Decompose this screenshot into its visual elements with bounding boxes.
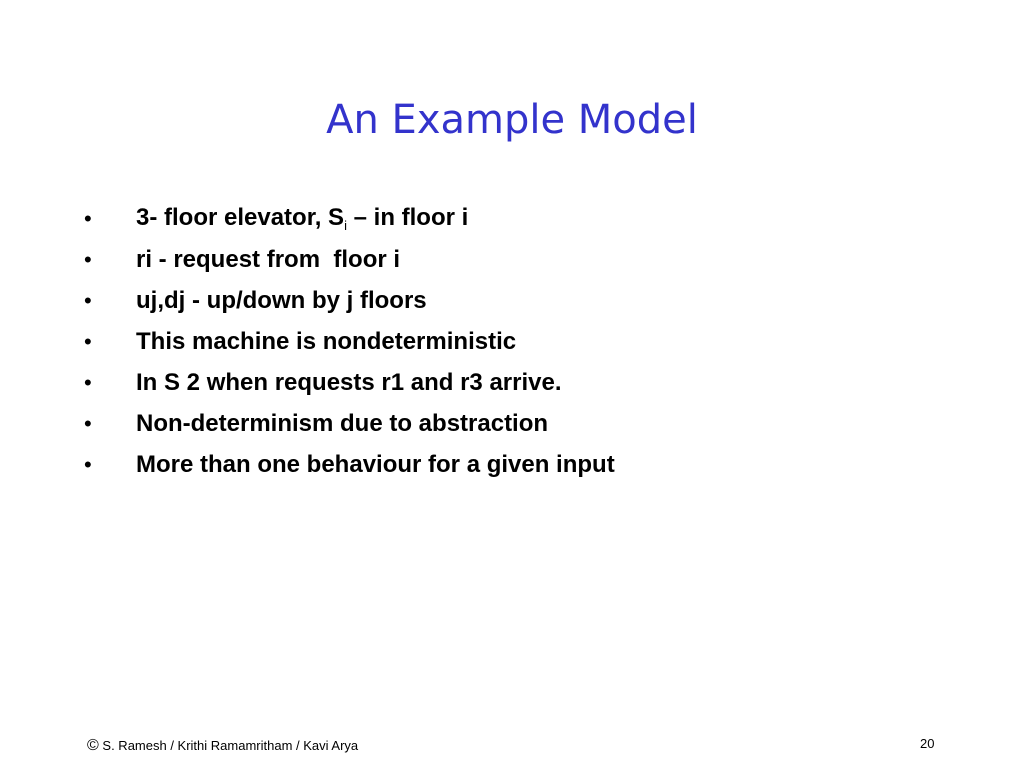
bullet-item: [82, 444, 615, 485]
bullet-item: [82, 362, 615, 403]
bullet-list: [82, 198, 615, 485]
bullet-item: [82, 198, 615, 239]
bullet-item: [82, 280, 615, 321]
bullet-text: More than one behaviour for a given input: [136, 450, 615, 478]
bullet-icon: •: [84, 328, 92, 354]
bullet-item: [82, 321, 615, 362]
bullet-text: ri - request from floor i: [136, 245, 401, 273]
bullet-text: Non-determinism due to abstraction: [136, 409, 549, 437]
bullet-text: In S 2 when requests r1 and r3 arrive.: [136, 368, 562, 396]
bullet-item: [82, 239, 615, 280]
bullet-text: uj,dj - up/down by j floors: [136, 286, 427, 314]
bullet-icon: •: [84, 451, 92, 477]
bullet-icon: •: [84, 410, 92, 436]
copyright-icon: ©: [87, 737, 99, 754]
footer-authors: S. Ramesh / Krithi Ramamritham / Kavi Arya: [98, 738, 359, 753]
bullet-icon: •: [84, 205, 92, 231]
bullet-icon: •: [84, 287, 92, 313]
bullet-text: 3- floor elevator, $S_i$ – in floor i: [136, 204, 469, 233]
bullet-icon: •: [84, 369, 92, 395]
slide-title: An Example Model: [326, 97, 698, 143]
subscript: i: [344, 218, 347, 233]
bullet-icon: •: [84, 246, 92, 272]
bullet-item: [82, 403, 615, 444]
footer-credits: [87, 737, 358, 755]
page-number: 20: [920, 736, 935, 751]
bullet-text: This machine is nondeterministic: [136, 327, 517, 355]
